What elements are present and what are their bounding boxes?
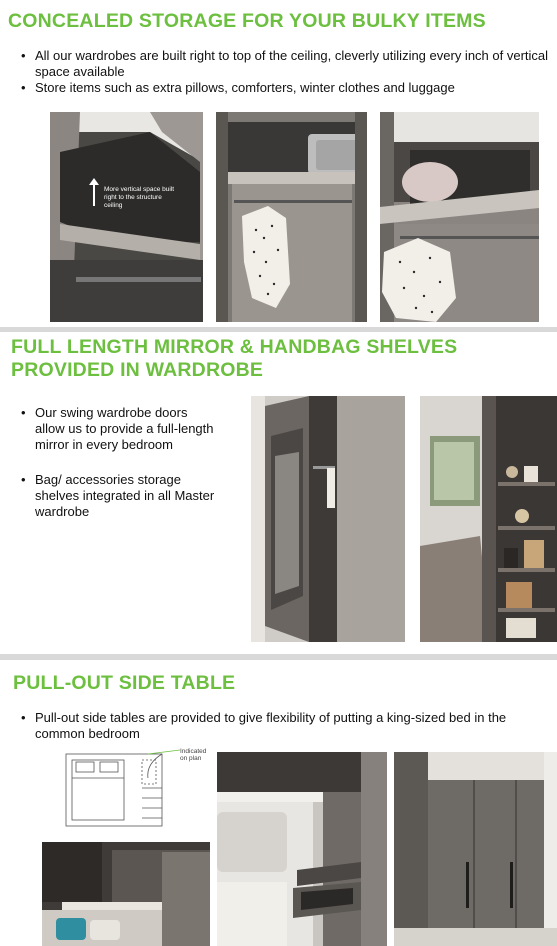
mirror-wardrobe-drawing xyxy=(251,396,405,642)
bullet-item: • Pull-out side tables are provided to give flexibility of putting a king-sized bed in the common bedroom xyxy=(19,710,549,742)
bullet-list xyxy=(19,710,549,742)
pillow-shelf-photo xyxy=(380,112,539,322)
section-title: CONCEALED STORAGE FOR YOUR BULKY ITEMS xyxy=(8,10,486,32)
luggage-shelf-drawing xyxy=(216,112,367,322)
pull-out-table-photo xyxy=(217,752,387,946)
mirror-wardrobe-photo xyxy=(251,396,405,642)
title-line: PROVIDED IN WARDROBE xyxy=(11,359,264,381)
pull-out-table-drawing xyxy=(217,752,387,946)
plan-annotation: Indicated on plan xyxy=(180,748,207,762)
section-concealed-storage xyxy=(0,0,557,327)
pillow-shelf-drawing xyxy=(380,112,539,322)
bedroom-drawing xyxy=(42,842,210,946)
luggage-shelf-photo xyxy=(216,112,367,322)
title-line: FULL LENGTH MIRROR & HANDBAG SHELVES xyxy=(11,336,458,358)
arrow-up-icon xyxy=(93,184,95,206)
tall-wardrobe-photo xyxy=(394,752,557,946)
ceiling-storage-photo xyxy=(50,112,203,322)
bullet-item: • Store items such as extra pillows, comforters, winter clothes and luggage xyxy=(19,80,549,96)
ceiling-storage-drawing xyxy=(50,112,203,322)
section-pull-out-table xyxy=(0,660,557,946)
bullet-item: • Bag/ accessories storage shelves integrated in all Master wardrobe xyxy=(19,472,219,520)
handbag-shelves-photo xyxy=(420,396,557,642)
bullet-list xyxy=(19,405,219,520)
bullet-list xyxy=(19,48,549,96)
bullet-item: • Our swing wardrobe doors allow us to provide a full-length mirror in every bedroom xyxy=(19,405,219,453)
section-mirror-shelves xyxy=(0,332,557,654)
section-title xyxy=(11,336,551,382)
photo-annotation: More vertical space built right to the structure ceiling xyxy=(104,186,175,209)
bedroom-photo xyxy=(42,842,210,946)
tall-wardrobe-drawing xyxy=(394,752,557,946)
handbag-shelves-drawing xyxy=(420,396,557,642)
floor-plan-drawing xyxy=(62,748,214,830)
bullet-item: • All our wardrobes are built right to top of the ceiling, cleverly utilizing every inch of vertical space available xyxy=(19,48,549,80)
section-title: PULL-OUT SIDE TABLE xyxy=(13,672,236,694)
arrow-head-icon xyxy=(89,178,99,185)
